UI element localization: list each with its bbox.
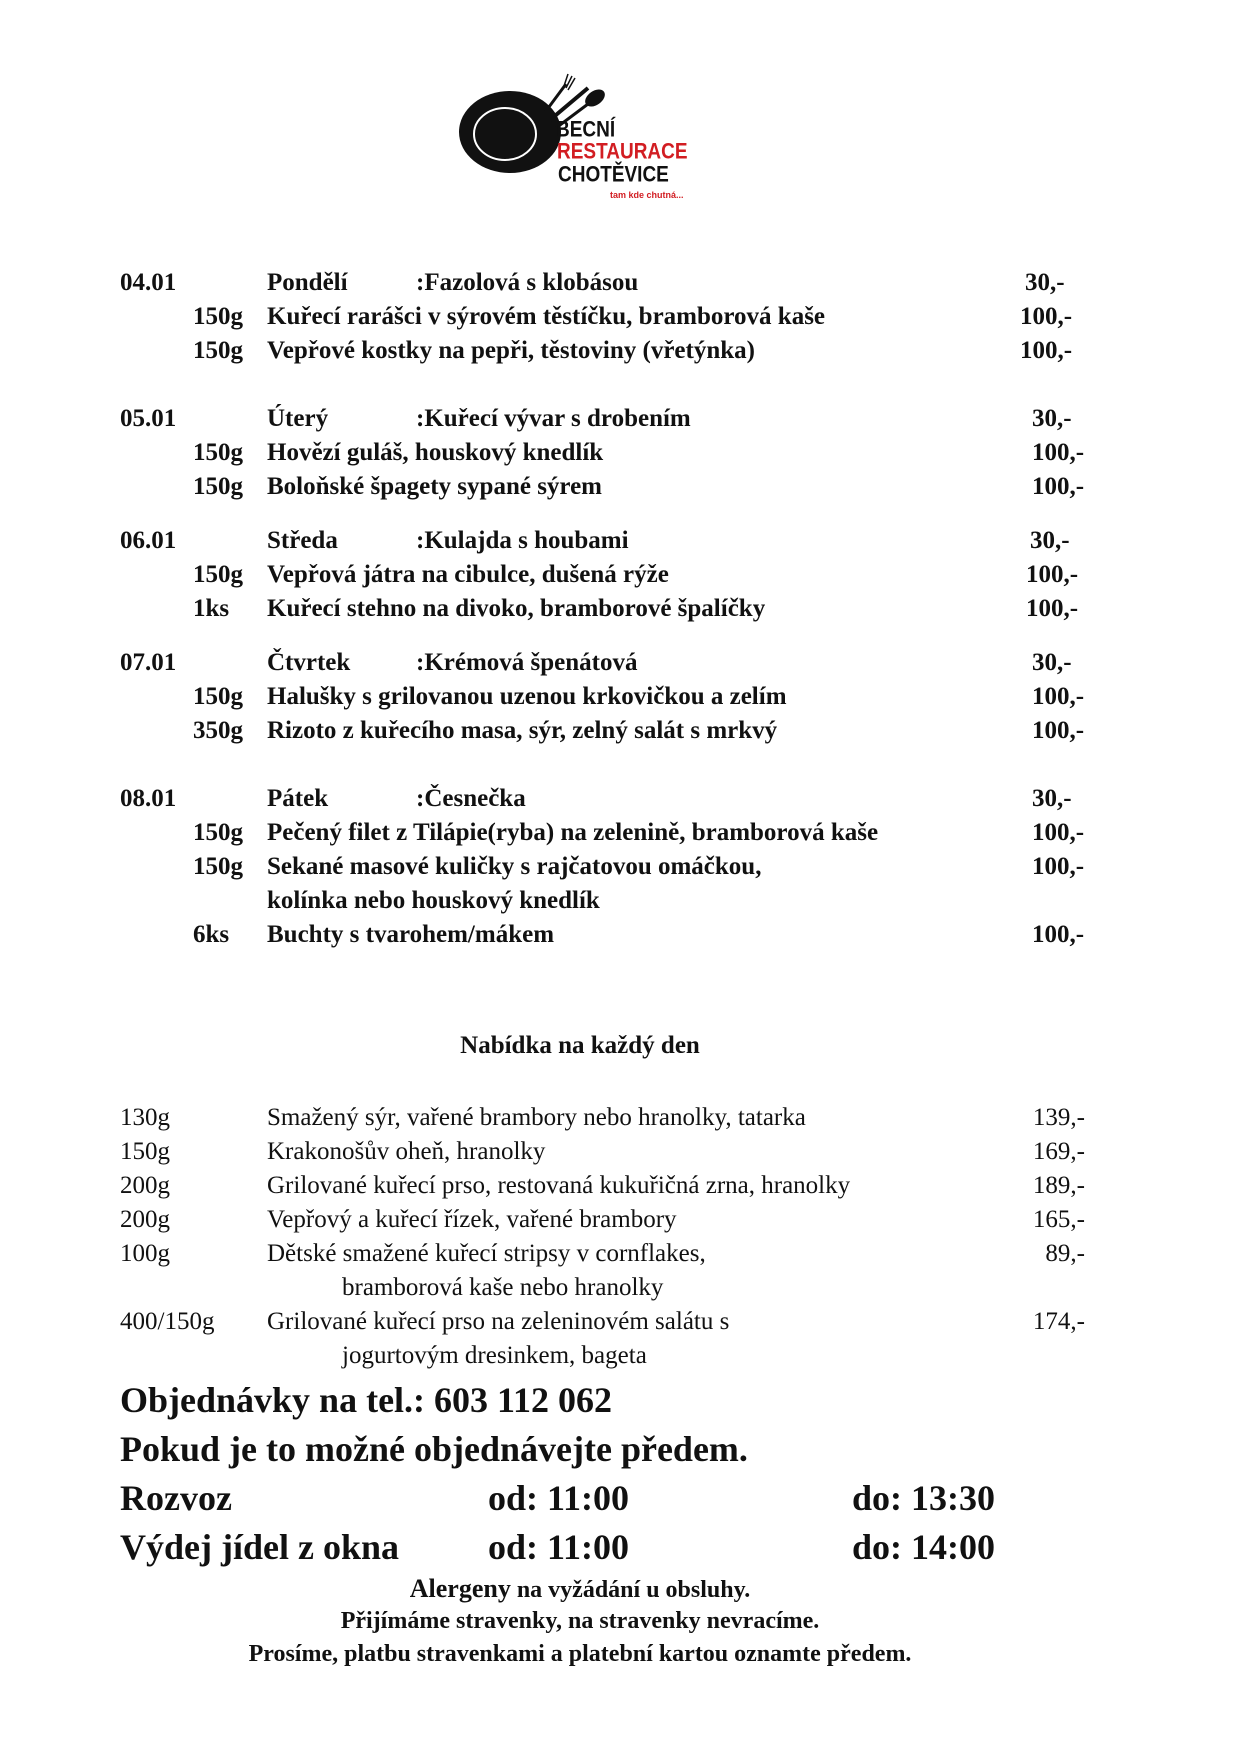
dish-name: Hovězí guláš, houskový knedlík [267,439,604,466]
dish-name: Rizoto z kuřecího masa, sýr, zelný salát s mrkvý [267,717,778,744]
offer-item [120,1135,1120,1169]
soup-price: 30,- [1030,527,1070,554]
dish-row [120,592,1120,626]
weekly-menu [120,266,1120,952]
day-row-monday [120,266,1120,300]
order-advance [120,1425,1120,1474]
window-from: od: 11:00 [488,1527,630,1567]
day-date: 08.01 [120,785,177,812]
vouchers-note: Přijímáme stravenky, na stravenky nevracíme. [340,1608,820,1634]
dish-row [120,816,1120,850]
dish-name-continuation: kolínka nebo houskový knedlík [267,887,600,914]
delivery-from: od: 11:00 [488,1478,630,1518]
delivery-label: Rozvoz [120,1478,232,1518]
dish-row [120,558,1120,592]
allergens-lead: Alergeny [409,1574,511,1603]
day-name: Čtvrtek [267,649,351,676]
logo-line-obecni: BECNÍ [556,118,616,143]
dish-qty: 350g [193,717,243,744]
offer-qty: 200g [120,1172,170,1199]
offer-name: Krakonošův oheň, hranolky [267,1138,546,1165]
logo-tagline: tam kde chutná... [610,190,684,200]
dish-qty: 150g [193,473,243,500]
dish-name: Halušky s grilovanou uzenou krkovičkou a zelím [267,683,787,710]
offer-qty: 100g [120,1240,170,1267]
dish-name: Vepřové kostky na pepři, těstoviny (vřetýnka) [267,337,755,364]
soup-name: :Krémová špenátová [416,649,638,676]
offer-price: 189,- [1032,1172,1085,1199]
day-name: Pondělí [267,269,348,296]
offer-name: Vepřový a kuřecí řízek, vařené brambory [267,1206,677,1233]
daily-offer-list [120,1101,1120,1373]
day-name: Pátek [267,785,329,812]
order-advance-text: Pokud je to možné objednávejte předem. [120,1429,748,1469]
dish-name: Kuřecí stehno na divoko, bramborové špalíčky [267,595,766,622]
day-row-wednesday [120,524,1120,558]
offer-item [120,1305,1120,1339]
offer-item [120,1237,1120,1271]
dish-row [120,470,1120,504]
dish-qty: 150g [193,303,243,330]
soup-price: 30,- [1032,785,1072,812]
allergens-rest: na vyžádání u obsluhy. [510,1577,751,1603]
dish-qty: 150g [193,337,243,364]
dish-qty: 6ks [193,921,230,948]
window-to: do: 14:00 [852,1527,995,1567]
dish-price: 100,- [1032,439,1085,466]
offer-name: Grilované kuřecí prso na zeleninovém salátu s [267,1308,730,1335]
logo-line-chotevice: CHOTĚVICE [558,163,669,188]
day-date: 05.01 [120,405,177,432]
delivery-to: do: 13:30 [852,1478,995,1518]
offer-qty: 130g [120,1104,170,1131]
dish-row [120,918,1120,952]
dish-price: 100,- [1032,921,1085,948]
dish-price: 100,- [1032,819,1085,846]
offer-price: 165,- [1032,1206,1085,1233]
offer-qty: 200g [120,1206,170,1233]
day-date: 07.01 [120,649,177,676]
dish-row [120,680,1120,714]
dish-qty: 150g [193,853,243,880]
dish-qty: 150g [193,819,243,846]
allergens-note [0,1572,1160,1605]
delivery-hours [120,1474,1120,1523]
offer-price: 139,- [1032,1104,1085,1131]
offer-price: 89,- [1045,1240,1085,1267]
soup-name: :Česnečka [416,785,526,812]
contact-section [120,1376,1120,1572]
offer-name-continuation: jogurtovým dresinkem, bageta [342,1342,647,1369]
day-date: 06.01 [120,527,177,554]
order-phone-text: Objednávky na tel.: 603 112 062 [120,1380,613,1420]
dish-price: 100,- [1020,303,1073,330]
dish-name: Kuřecí rarášci v sýrovém těstíčku, bramborová kaše [267,303,826,330]
offer-price: 169,- [1032,1138,1085,1165]
offer-qty: 400/150g [120,1308,215,1335]
day-row-tuesday [120,402,1120,436]
restaurant-logo [458,70,738,210]
dish-name: Buchty s tvarohem/mákem [267,921,555,948]
window-label: Výdej jídel z okna [120,1527,399,1567]
logo-line-restaurace: RESTAURACE [557,140,688,165]
dish-price: 100,- [1032,683,1085,710]
dish-row [120,714,1120,748]
offer-qty: 150g [120,1138,170,1165]
offer-item [120,1169,1120,1203]
dish-price: 100,- [1032,853,1085,880]
offer-item [120,1101,1120,1135]
dish-name: Sekané masové kuličky s rajčatovou omáčkou, [267,853,762,880]
notes-section [0,1572,1160,1671]
offer-item-continuation [120,1339,1120,1373]
day-date: 04.01 [120,269,177,296]
dish-name: Vepřová játra na cibulce, dušená rýže [267,561,669,588]
dish-name: Boloňské špagety sypané sýrem [267,473,602,500]
dish-price: 100,- [1026,561,1079,588]
dish-qty: 150g [193,683,243,710]
offer-name-continuation: bramborová kaše nebo hranolky [342,1274,664,1301]
dish-qty: 1ks [193,595,230,622]
soup-name: :Fazolová s klobásou [416,269,639,296]
dish-row-continuation [120,884,1120,918]
offer-name: Grilované kuřecí prso, restovaná kukuřičná zrna, hranolky [267,1172,851,1199]
dish-row [120,850,1120,884]
dish-name: Pečený filet z Tilápie(ryba) na zelenině, bramborová kaše [267,819,879,846]
offer-item-continuation [120,1271,1120,1305]
dish-price: 100,- [1020,337,1073,364]
offer-name: Dětské smažené kuřecí stripsy v cornflakes, [267,1240,706,1267]
dish-price: 100,- [1032,717,1085,744]
soup-name: :Kuřecí vývar s drobením [416,405,691,432]
offer-price: 174,- [1032,1308,1085,1335]
order-phone [120,1376,1120,1425]
day-row-friday [120,782,1120,816]
dish-price: 100,- [1032,473,1085,500]
day-row-thursday [120,646,1120,680]
dish-row [120,334,1120,368]
offer-name: Smažený sýr, vařené brambory nebo hranolky, tatarka [267,1104,806,1131]
dish-row [120,436,1120,470]
dish-row [120,300,1120,334]
daily-offer-title: Nabídka na každý den [460,1032,700,1059]
dish-qty: 150g [193,439,243,466]
soup-name: :Kulajda s houbami [416,527,629,554]
window-hours [120,1523,1120,1572]
soup-price: 30,- [1025,269,1065,296]
day-name: Úterý [267,405,329,432]
dish-qty: 150g [193,561,243,588]
day-name: Středa [267,527,338,554]
dish-price: 100,- [1026,595,1079,622]
offer-item [120,1203,1120,1237]
soup-price: 30,- [1032,649,1072,676]
payment-note: Prosíme, platbu stravenkami a platební kartou oznamte předem. [248,1641,912,1667]
soup-price: 30,- [1032,405,1072,432]
